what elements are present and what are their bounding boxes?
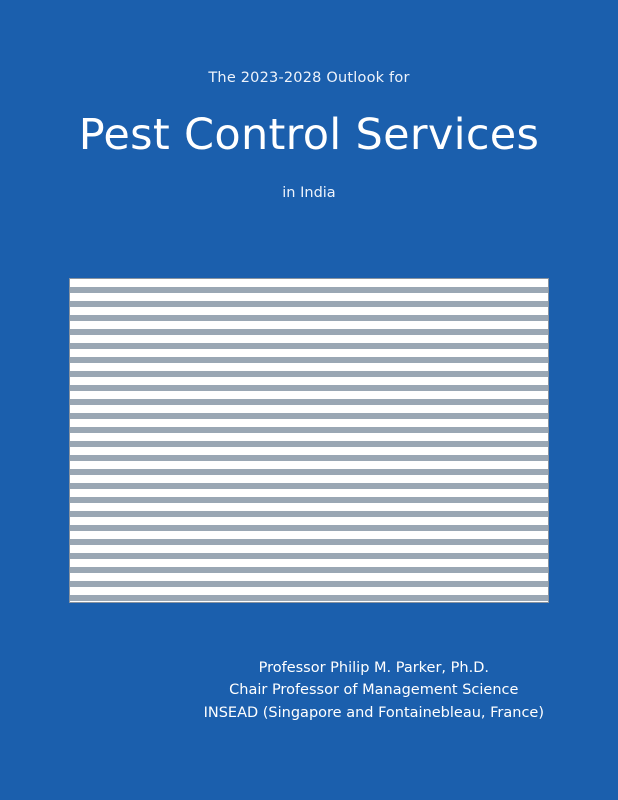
page-title: Pest Control Services	[78, 110, 540, 160]
author-position: Chair Professor of Management Science	[229, 682, 519, 699]
author-name: Professor Philip M. Parker, Ph.D.	[258, 659, 489, 676]
cover-subtitle-bottom: in India	[282, 185, 336, 202]
author-affiliation: INSEAD (Singapore and Fontainebleau, France)	[203, 704, 544, 721]
cover-map	[69, 278, 549, 603]
india-map-graphic	[70, 279, 548, 602]
map-inner	[70, 279, 548, 602]
author-block	[204, 657, 544, 724]
cover-subtitle-top: The 2023-2028 Outlook for	[208, 70, 410, 86]
title-block	[0, 70, 618, 201]
